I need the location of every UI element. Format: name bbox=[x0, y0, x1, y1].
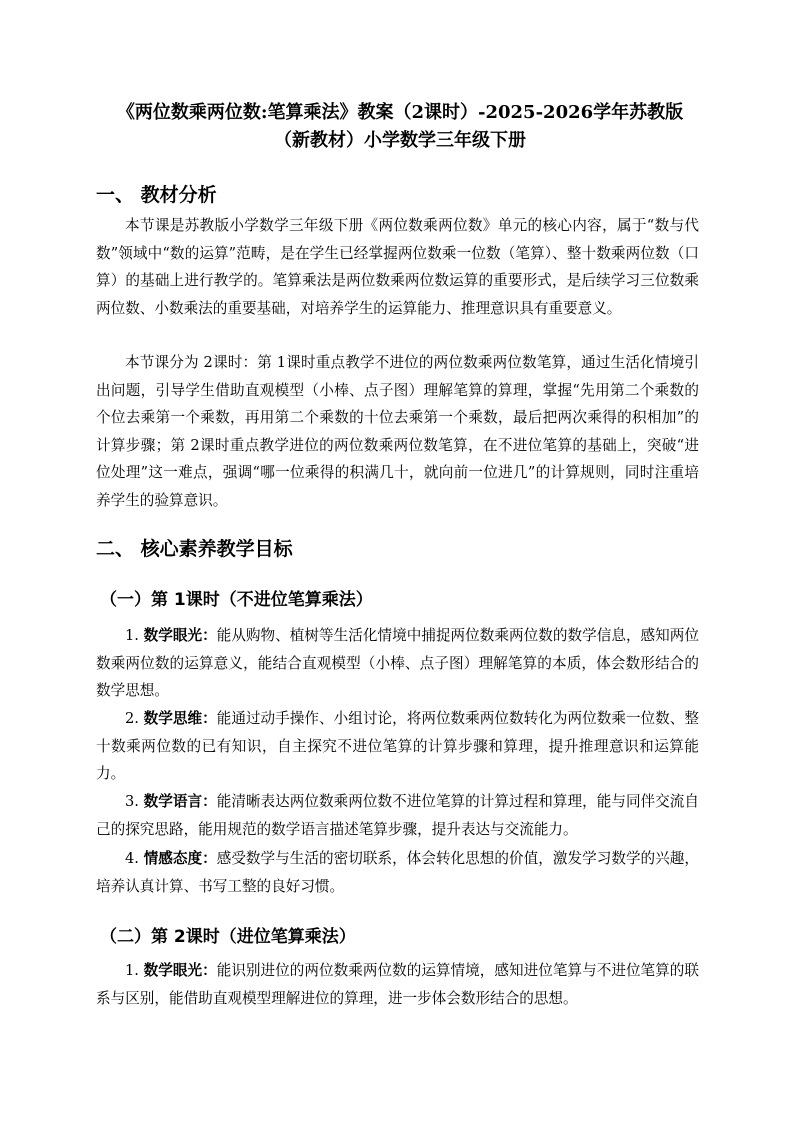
goal-item-1-1 bbox=[96, 622, 699, 705]
goal-number: 4. bbox=[125, 850, 139, 867]
paragraph-textbook-analysis-1: 本节课是苏教版小学数学三年级下册《两位数乘两位数》单元的核心内容，属于“数与代数”领域中“数的运算”范畴，是在学生已经掌握两位数乘一位数（笔算）、整十数乘两位数（口算）的基础上进行教学的。笔算乘法是两位数乘两位数运算的重要形式，是后续学习三位数乘两位数、小数乘法的重要基础，对培养学生的运算能力、推理意识具有重要意义。 bbox=[96, 217, 699, 317]
section-heading-textbook-analysis: 一、 教材分析 bbox=[96, 184, 217, 206]
goal-text: 能识别进位的两位数乘两位数的运算情境，感知进位笔算与不进位笔算的联系与区别，能借助直观模型理解进位的算理，进一步体会数形结合的思想。 bbox=[96, 962, 699, 1007]
goal-text: 能清晰表达两位数乘两位数不进位笔算的计算过程和算理，能与同伴交流自己的探究思路，能用规范的数学语言描述笔算步骤，提升表达与交流能力。 bbox=[96, 793, 699, 838]
goal-item-1-2 bbox=[96, 705, 699, 788]
goal-label: 数学思维： bbox=[143, 710, 217, 727]
goal-text: 能从购物、植树等生活化情境中捕捉两位数乘两位数的数学信息，感知两位数乘两位数的运算意义，能结合直观模型（小棒、点子图）理解笔算的本质，体会数形结合的数学思想。 bbox=[96, 627, 699, 699]
document-title-line-2: （新教材）小学数学三年级下册 bbox=[274, 130, 526, 151]
goal-item-1-3 bbox=[96, 788, 699, 843]
goal-text: 感受数学与生活的密切联系，体会转化思想的价值，激发学习数学的兴趣，培养认真计算、书写工整的良好习惯。 bbox=[96, 850, 699, 895]
goal-label: 数学眼光： bbox=[143, 962, 217, 979]
goal-item-2-1 bbox=[96, 957, 699, 1012]
goal-label: 数学语言： bbox=[143, 793, 217, 810]
goal-number: 3. bbox=[125, 793, 139, 810]
goal-text: 能通过动手操作、小组讨论，将两位数乘两位数转化为两位数乘一位数、整十数乘两位数的已有知识，自主探究不进位笔算的计算步骤和算理，提升推理意识和运算能力。 bbox=[96, 710, 699, 782]
document-title-line-1: 《两位数乘两位数:笔算乘法》教案（2课时）-2025-2026学年苏教版 bbox=[116, 102, 684, 123]
subsection-heading-lesson-1: （一）第 1课时（不进位笔算乘法） bbox=[100, 590, 373, 610]
goal-number: 2. bbox=[125, 710, 139, 727]
goal-number: 1. bbox=[125, 962, 139, 979]
paragraph-textbook-analysis-2: 本节课分为 2课时：第 1课时重点教学不进位的两位数乘两位数笔算，通过生活化情境引出问题，引导学生借助直观模型（小棒、点子图）理解笔算的算理，掌握“先用第二个乘数的个位去乘第一个乘数，再用第二个乘数的十位去乘第一个乘数，最后把两次乘得的积相加”的计算步骤；第 2课时重点教学进位的两位数乘两位数笔算，在不进位笔算的基础上，突破“进位处理”这一难点，强调“哪一位乘得的积满几十，就向前一位进几”的计算规则，同时注重培养学生的验算意识。 bbox=[96, 354, 699, 509]
goal-label: 情感态度： bbox=[143, 850, 217, 867]
subsection-heading-lesson-2: （二）第 2课时（进位笔算乘法） bbox=[100, 927, 356, 947]
section-heading-teaching-goals: 二、 核心素养教学目标 bbox=[96, 538, 293, 560]
goal-number: 1. bbox=[125, 627, 139, 644]
goal-label: 数学眼光： bbox=[143, 627, 217, 644]
goal-item-1-4 bbox=[96, 845, 699, 900]
